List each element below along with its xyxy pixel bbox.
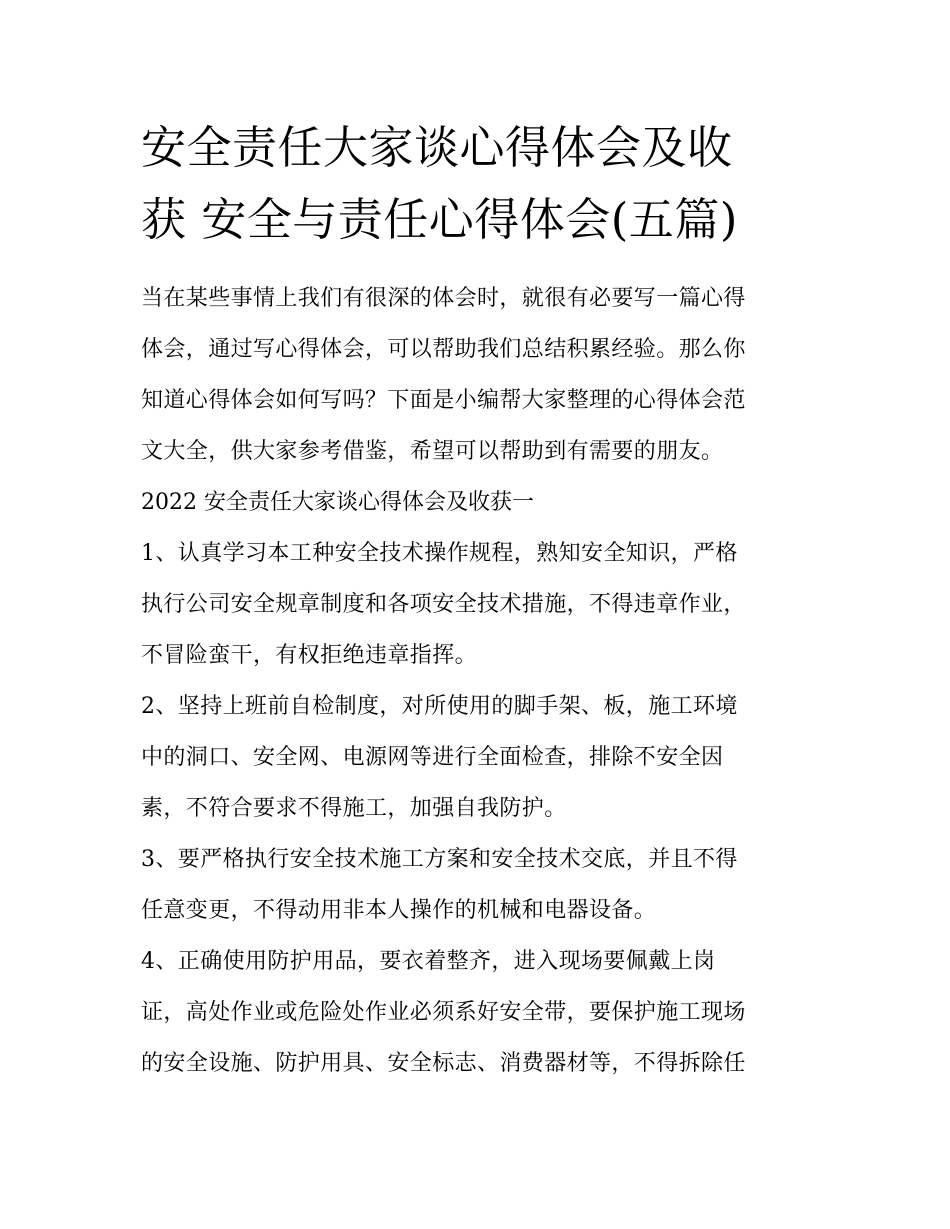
section-heading: 2022 安全责任大家谈心得体会及收获一 (141, 490, 534, 515)
intro-line-2: 体会，通过写心得体会，可以帮助我们总结积累经验。那么你 (141, 337, 746, 362)
title-line-1: 安全责任大家谈心得体会及收 (141, 121, 733, 174)
intro-line-3: 知道心得体会如何写吗？下面是小编帮大家整理的心得体会范 (141, 388, 746, 413)
item-3-line-1: 3、要严格执行安全技术施工方案和安全技术交底，并且不得 (141, 847, 738, 872)
item-2-line-3: 素，不符合要求不得施工，加强自我防护。 (141, 796, 567, 821)
document-title (141, 112, 821, 256)
item-2-line-1: 2、坚持上班前自检制度，对所使用的脚手架、板，施工环境 (141, 694, 738, 719)
title-line-2: 获 安全与责任心得体会(五篇) (141, 193, 738, 246)
item-3-line-2: 任意变更，不得动用非本人操作的机械和电器设备。 (141, 898, 657, 923)
item-1-line-3: 不冒险蛮干，有权拒绝违章指挥。 (141, 643, 478, 668)
item-2-line-2: 中的洞口、安全网、电源网等进行全面检查，排除不安全因 (141, 745, 724, 770)
item-1-line-1: 1、认真学习本工种安全技术操作规程，熟知安全知识，严格 (141, 541, 738, 566)
item-4-line-3: 的安全设施、防护用具、安全标志、消费器材等，不得拆除任 (141, 1051, 746, 1076)
item-4-line-1: 4、正确使用防护用品，要衣着整齐，进入现场要佩戴上岗 (141, 949, 716, 974)
intro-line-1: 当在某些事情上我们有很深的体会时，就很有必要写一篇心得 (141, 286, 746, 311)
item-4-line-2: 证，高处作业或危险处作业必须系好安全带，要保护施工现场 (141, 1000, 746, 1025)
item-1-line-2: 执行公司安全规章制度和各项安全技术措施，不得违章作业， (141, 592, 746, 617)
intro-line-4: 文大全，供大家参考借鉴，希望可以帮助到有需要的朋友。 (141, 439, 724, 464)
